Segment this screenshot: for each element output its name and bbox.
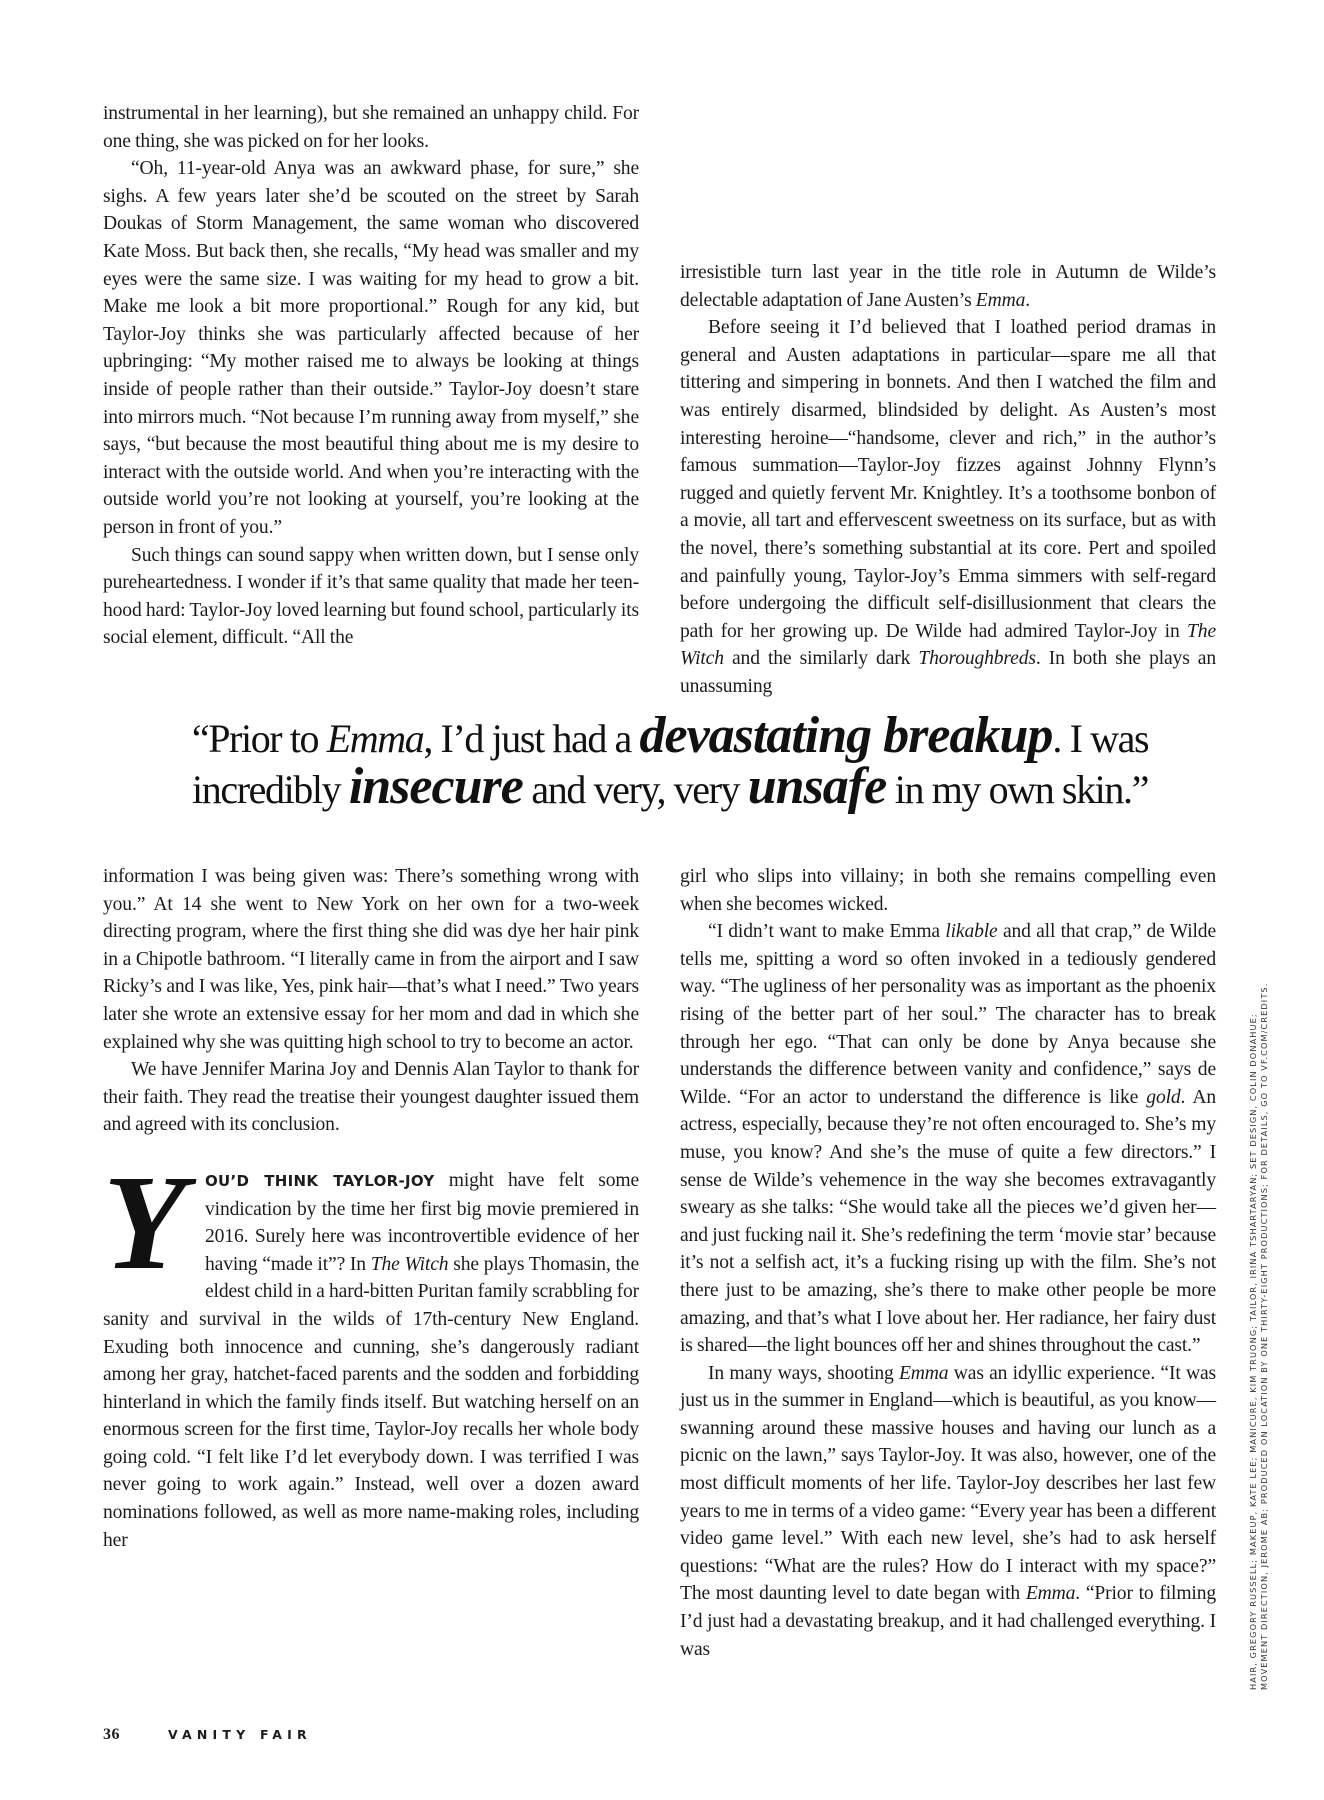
article-column-top-left [103, 100, 639, 652]
article-column-bottom-left [103, 863, 639, 1554]
bottom-left-paragraphs [103, 863, 639, 1139]
pull-quote-text: in my own skin.” [886, 767, 1148, 812]
paragraph: In many ways, shooting Emma was an idyllic experience. “It was just us in the summer in England—which is beautiful, as you know—swanning around these massive houses and having our lunch as a picnic on the lawn,” says Taylor-Joy. It was also, however, one of the most difficult moments of her life. Taylor-Joy describes her last few years to me in terms of a video game: “Every year has been a different video game level.” With each new level, she’s had to ask herself questions: “What are the rules? How do I interact with my space?” The most daunting level to date began with Emma. “Prior to filming I’d just had a devastating breakup, and it had challenged everything. I was [680, 1362, 1216, 1660]
credits-line-1: HAIR, GREGORY RUSSELL; MAKEUP, KATE LEE; MANICURE, KIM TRUONG; TAILOR, IRINA TSHARTARYAN; SET DESIGN, COLIN DONAHUE; [1248, 1013, 1258, 1690]
pull-quote [120, 707, 1220, 815]
article-column-bottom-right [680, 863, 1216, 1663]
pull-quote-line-1 [120, 707, 1220, 764]
page-number: 36 [103, 1726, 120, 1743]
paragraph: Before seeing it I’d believed that I loathed period dramas in general and Austen adaptations in particular—spare me all that tittering and simpering in bonnets. And then I watched the film and was entirely disarmed, blindsided by delight. As Austen’s most interesting heroine—“handsome, clever and rich,” in the author’s famous summation—Taylor-Joy fizzes against Johnny Flynn’s rugged and quietly fervent Mr. Knightley. It’s a toothsome bonbon of a movie, all tart and effervescent sweetness on its surface, but as with the novel, there’s something substantial at its core. Pert and spoiled and painfully young, Taylor-Joy’s Emma simmers with self-regard before undergoing the difficult self-disillusionment that clears the path for her growing up. De Wilde had admired Taylor-Joy in The Witch and the similarly dark Thoroughbreds. In both she plays an unassuming [680, 317, 1216, 697]
paragraph: information I was being given was: There’s something wrong with you.” At 14 she went to New York on her own for a two-week directing program, where the first thing she did was dye her hair pink in a Chipotle bathroom. “I literally came in from the airport and I saw Ricky’s and I was like, Yes, pink hair—that’s what I need.” Two years later she wrote an extensive essay for her mom and dad in which she explained why she was quitting high school to try to become an actor. [103, 866, 639, 1053]
pull-quote-text: incredibly [192, 767, 349, 812]
publication-name: VANITY FAIR [168, 1727, 312, 1742]
paragraph: “Oh, 11-year-old Anya was an awkward phase, for sure,” she sighs. A few years later she’d be scouted on the street by Sarah Doukas of Storm Management, the same woman who discovered Kate Moss. But back then, she recalls, “My head was smaller and my eyes were the same size. I was waiting for my head to grow a bit. Make me look a bit more proportional.” Rough for any kid, but Taylor-Joy thinks she was particularly affected because of her upbringing: “My mother raised me to always be looking at things inside of people rather than their outside.” Taylor-Joy doesn’t stare into mirrors much. “Not because I’m running away from myself,” she says, “but because the most beautiful thing about me is my desire to interact with the outside world. And when you’re interacting with the outside world you’re not looking at yourself, you’re looking at the person in front of you.” [103, 158, 639, 538]
pull-quote-text: “Prior to [191, 716, 327, 761]
drop-cap: Y [103, 1147, 186, 1298]
page-footer [103, 1726, 312, 1744]
paragraph: We have Jennifer Marina Joy and Dennis Alan Taylor to thank for their faith. They read the treatise their youngest daughter issued them and agreed with its conclusion. [103, 1059, 639, 1136]
pull-quote-text: and very, very [522, 767, 748, 812]
pull-quote-text: . I was [1052, 716, 1149, 761]
pull-quote-emphasis: unsafe [747, 758, 887, 815]
pull-quote-emphasis: insecure [348, 758, 523, 815]
pull-quote-italic: Emma [326, 716, 424, 761]
paragraph: “I didn’t want to make Emma likable and all that crap,” de Wilde tells me, spitting a word so often invoked in a tediously gendered way. “The ugliness of her personality was as important as the phoenix rising of the better part of her soul.” The character has to break through her ego. “That can only be done by Anya because she understands the difference between vanity and confidence,” says de Wilde. “For an actor to understand the difference is like gold. An actress, especially, because they’re not often encouraged to. She’s my muse, you know? And she’s the muse of quite a few directors.” I sense de Wilde’s vehemence in the way she becomes extravagantly sweary as she talks: “She would take all the pieces we’d given her—and just fucking nail it. She’s redefining the term ‘movie star’ because it’s not a selfish act, it’s a fucking rising up with the film. She’s not there just to be amazing, she’s there to make other people be more amazing, and that’s what I love about her. Her radiance, her fairy dust is shared—the light bounces off her and shines throughout the cast.” [680, 921, 1216, 1357]
pull-quote-emphasis: devastating breakup [639, 707, 1053, 764]
credits-line-2: MOVEMENT DIRECTION, JEROME AB; PRODUCED ON LOCATION BY ONE THIRTY-EIGHT PRODUCTIONS; FOR DETAILS, GO TO VF.COM/CREDITS. [1259, 982, 1269, 1690]
dropcap-paragraph-body: might have felt some vindication by the time her first big movie premiered in 2016. Surely here was incontrovertible evidence of her having “made it”? In The Witch she plays Thomasin, the eldest child in a hard-bitten Puritan family scrabbling for sanity and survival in the wilds of 17th-century New England. Exuding both innocence and cunning, she’s dangerously radiant among her gray, hatchet-faced parents and the sodden and forbidding hinterland in which the family finds itself. But watching herself on an enormous screen for the first time, Taylor-Joy recalls her whole body going cold. “I felt like I’d let everybody down. I was terrified I was never going to work again.” Instead, well over a dozen award nominations followed, as well as more name-making roles, including her [103, 1169, 640, 1551]
paragraph: instrumental in her learning), but she remained an unhappy child. For one thing, she was picked on for her looks. [103, 103, 639, 152]
pull-quote-text: , I’d just had a [423, 716, 640, 761]
dropcap-paragraph [103, 1147, 640, 1554]
paragraph: irresistible turn last year in the title role in Autumn de Wilde’s delectable adaptation of Jane Austen’s Emma. [680, 262, 1216, 311]
paragraph: girl who slips into villainy; in both she remains compelling even when she becomes wicked. [680, 866, 1216, 915]
lead-in-text: OU’D THINK TAYLOR-JOY [205, 1171, 435, 1190]
pull-quote-line-2 [120, 758, 1220, 815]
article-column-top-right [680, 259, 1216, 701]
paragraph: Such things can sound sappy when written down, but I sense only pureheartedness. I wonder if it’s that same quality that made her teen-hood hard: Taylor-Joy loved learning but found school, particularly its social element, difficult. “All the [103, 544, 639, 649]
photo-credits [1248, 930, 1270, 1690]
